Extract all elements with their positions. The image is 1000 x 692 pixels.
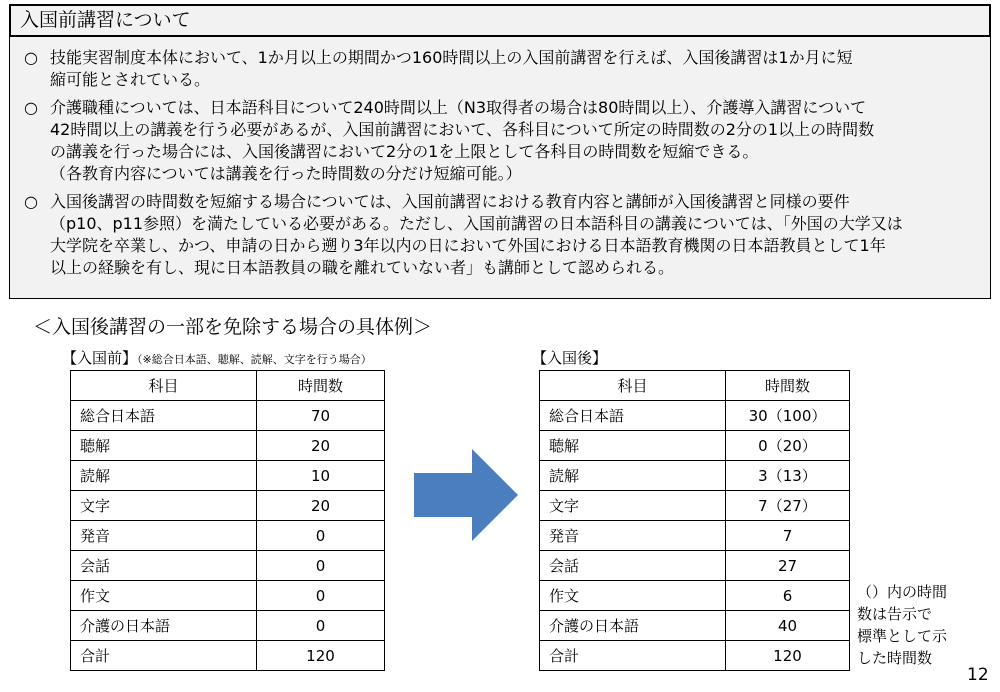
subject-cell: 発音 <box>71 521 257 551</box>
hours-cell: 7 <box>726 521 850 551</box>
section-title: 入国前講習について <box>9 4 991 37</box>
subject-cell: 介護の日本語 <box>540 611 726 641</box>
circle-bullet-icon: ○ <box>24 98 38 117</box>
table-row <box>540 401 850 431</box>
subject-cell: 総合日本語 <box>71 401 257 431</box>
after-caption <box>532 347 607 368</box>
hours-cell: 7（27） <box>726 491 850 521</box>
bullet-line: （各教育内容については講義を行った時間数の分だけ短縮可能。） <box>50 164 522 183</box>
hours-cell: 20 <box>257 431 385 461</box>
table-row <box>540 491 850 521</box>
subject-cell: 発音 <box>540 521 726 551</box>
subject-cell: 読解 <box>540 461 726 491</box>
hours-cell: 0 <box>257 521 385 551</box>
table-row <box>71 431 385 461</box>
hours-cell: 40 <box>726 611 850 641</box>
subject-cell: 作文 <box>71 581 257 611</box>
table-row <box>71 401 385 431</box>
hours-cell: 20 <box>257 491 385 521</box>
bullet-line: 技能実習制度本体において、1か月以上の期間かつ160時間以上の入国前講習を行えば、入国後講習は1か月に短 <box>50 48 853 67</box>
bullet-item <box>24 47 978 91</box>
table-header-row <box>540 371 850 401</box>
table-row <box>540 551 850 581</box>
circle-bullet-icon: ○ <box>24 192 38 211</box>
column-header-hours: 時間数 <box>726 371 850 401</box>
bullet-line: 大学院を卒業し、かつ、申請の日から遡り3年以内の日において外国における日本語教育機関の日本語教員として1年 <box>50 236 886 255</box>
table-row <box>71 461 385 491</box>
table-row <box>540 581 850 611</box>
subject-cell: 聴解 <box>71 431 257 461</box>
table-row <box>540 461 850 491</box>
before-caption-label: 【入国前】 <box>62 349 138 367</box>
subject-cell: 聴解 <box>540 431 726 461</box>
column-header-hours: 時間数 <box>257 371 385 401</box>
hours-cell: 0 <box>257 551 385 581</box>
subject-cell: 文字 <box>540 491 726 521</box>
subject-cell: 文字 <box>71 491 257 521</box>
circle-bullet-icon: ○ <box>24 48 38 67</box>
bullet-line: 縮可能とされている。 <box>50 70 211 89</box>
bullet-item <box>24 191 978 279</box>
subject-cell: 合計 <box>71 641 257 671</box>
table-row <box>71 491 385 521</box>
hours-cell: 70 <box>257 401 385 431</box>
hours-cell: 0 <box>257 611 385 641</box>
bullet-line: 42時間以上の講義を行う必要があるが、入国前講習において、各科目について所定の時間数の2分の1以上の時間数 <box>50 120 875 139</box>
table-row-total <box>540 641 850 671</box>
table-header-row <box>71 371 385 401</box>
table-row <box>540 611 850 641</box>
page-number: 12 <box>967 665 989 685</box>
subject-cell: 会話 <box>71 551 257 581</box>
subject-cell: 会話 <box>540 551 726 581</box>
subject-cell: 読解 <box>71 461 257 491</box>
table-row <box>71 611 385 641</box>
bullet-line: 入国後講習の時間数を短縮する場合については、入国前講習における教育内容と講師が入国後講習と同様の要件 <box>50 192 850 211</box>
hours-cell: 0（20） <box>726 431 850 461</box>
column-header-subject: 科目 <box>540 371 726 401</box>
hours-cell: 3（13） <box>726 461 850 491</box>
subject-cell: 介護の日本語 <box>71 611 257 641</box>
bullet-line: 以上の経験を有し、現に日本語教員の職を離れていない者」も講師として認められる。 <box>50 258 675 277</box>
before-caption-note: （※総合日本語、聴解、読解、文字を行う場合） <box>137 353 372 366</box>
column-header-subject: 科目 <box>71 371 257 401</box>
subject-cell: 合計 <box>540 641 726 671</box>
hours-cell: 120 <box>257 641 385 671</box>
table-row <box>71 581 385 611</box>
table-row <box>71 551 385 581</box>
right-arrow-icon <box>414 449 518 545</box>
bullet-line: の講義を行った場合には、入国後講習において2分の1を上限として各科目の時間数を短縮できる。 <box>50 142 759 161</box>
hours-cell: 30（100） <box>726 401 850 431</box>
hours-cell: 27 <box>726 551 850 581</box>
summary-box <box>9 37 991 299</box>
table-row <box>540 431 850 461</box>
after-caption-label: 【入国後】 <box>532 349 608 367</box>
before-caption <box>62 347 372 368</box>
table-row <box>71 521 385 551</box>
before-table <box>70 370 385 671</box>
bullet-item <box>24 97 978 185</box>
bullet-line: （p10、p11参照）を満たしている必要がある。ただし、入国前講習の日本語科目の講義については、「外国の大学又は <box>50 214 903 233</box>
subject-cell: 総合日本語 <box>540 401 726 431</box>
example-heading: ＜入国後講習の一部を免除する場合の具体例＞ <box>33 316 433 338</box>
table-row <box>540 521 850 551</box>
subject-cell: 作文 <box>540 581 726 611</box>
bullet-line: 介護職種については、日本語科目について240時間以上（N3取得者の場合は80時間以上）、介護導入講習について <box>50 98 867 117</box>
side-note: （）内の時間 数は告示で 標準として示 した時間数 <box>857 583 948 667</box>
table-row-total <box>71 641 385 671</box>
hours-cell: 0 <box>257 581 385 611</box>
hours-cell: 120 <box>726 641 850 671</box>
hours-cell: 10 <box>257 461 385 491</box>
hours-cell: 6 <box>726 581 850 611</box>
after-table <box>539 370 850 671</box>
